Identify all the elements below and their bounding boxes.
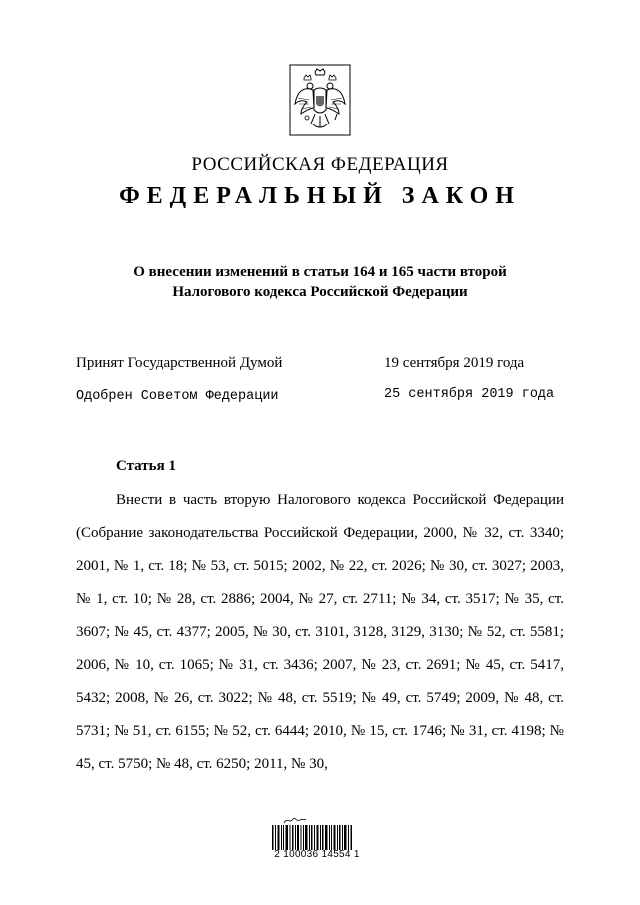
council-approval-label: Одобрен Советом Федерации — [76, 389, 279, 404]
document-type-heading: ФЕДЕРАЛЬНЫЙ ЗАКОН — [119, 183, 521, 209]
country-heading: РОССИЙСКАЯ ФЕДЕРАЦИЯ — [191, 154, 449, 175]
law-subject — [60, 262, 580, 302]
duma-adoption-date: 19 сентября 2019 года — [384, 355, 525, 371]
article-body-text: Внести в часть вторую Налогового кодекса Российской Федерации (Собрание законодательства Российской Федерации, 2000, № 32, ст. 3340; 2001, № 1, ст. 18; № 53, ст. 5015; 2002, № 22, ст. 2026; № 30, ст. 3027; 2003, № 1, ст. 10; № 28, ст. 2886; 2004, № 27, ст. 2711; № 34, ст. 3517; № 35, ст. 3607; № 45, ст. 4377; 2005, № 30, ст. 3101, 3128, 3129, 3130; № 52, ст. 5581; 2006, № 10, ст. 1065; № 31, ст. 3436; 2007, № 23, ст. 2691; № 45, ст. 5417, 5432; 2008, № 26, ст. 3022; № 48, ст. 5519; № 49, ст. 5749; 2009, № 48, ст. 5731; № 51, ст. 6155; № 52, ст. 6444; 2010, № 15, ст. 1746; № 31, ст. 4198; № 45, ст. 5750; № 48, ст. 6250; 2011, № 30, — [76, 492, 564, 772]
coat-of-arms-emblem — [289, 64, 351, 136]
duma-adoption-label: Принят Государственной Думой — [76, 355, 283, 371]
signature-mark — [282, 815, 308, 825]
law-subject-line-2: Налогового кодекса Российской Федерации — [172, 284, 468, 300]
council-approval-date: 25 сентября 2019 года — [384, 387, 555, 402]
law-subject-line-1: О внесении изменений в статьи 164 и 165 части второй — [133, 264, 507, 280]
article-title: Статья 1 — [116, 458, 176, 474]
barcode-number: 2 100036 14554 1 — [274, 849, 360, 860]
barcode — [272, 825, 352, 850]
